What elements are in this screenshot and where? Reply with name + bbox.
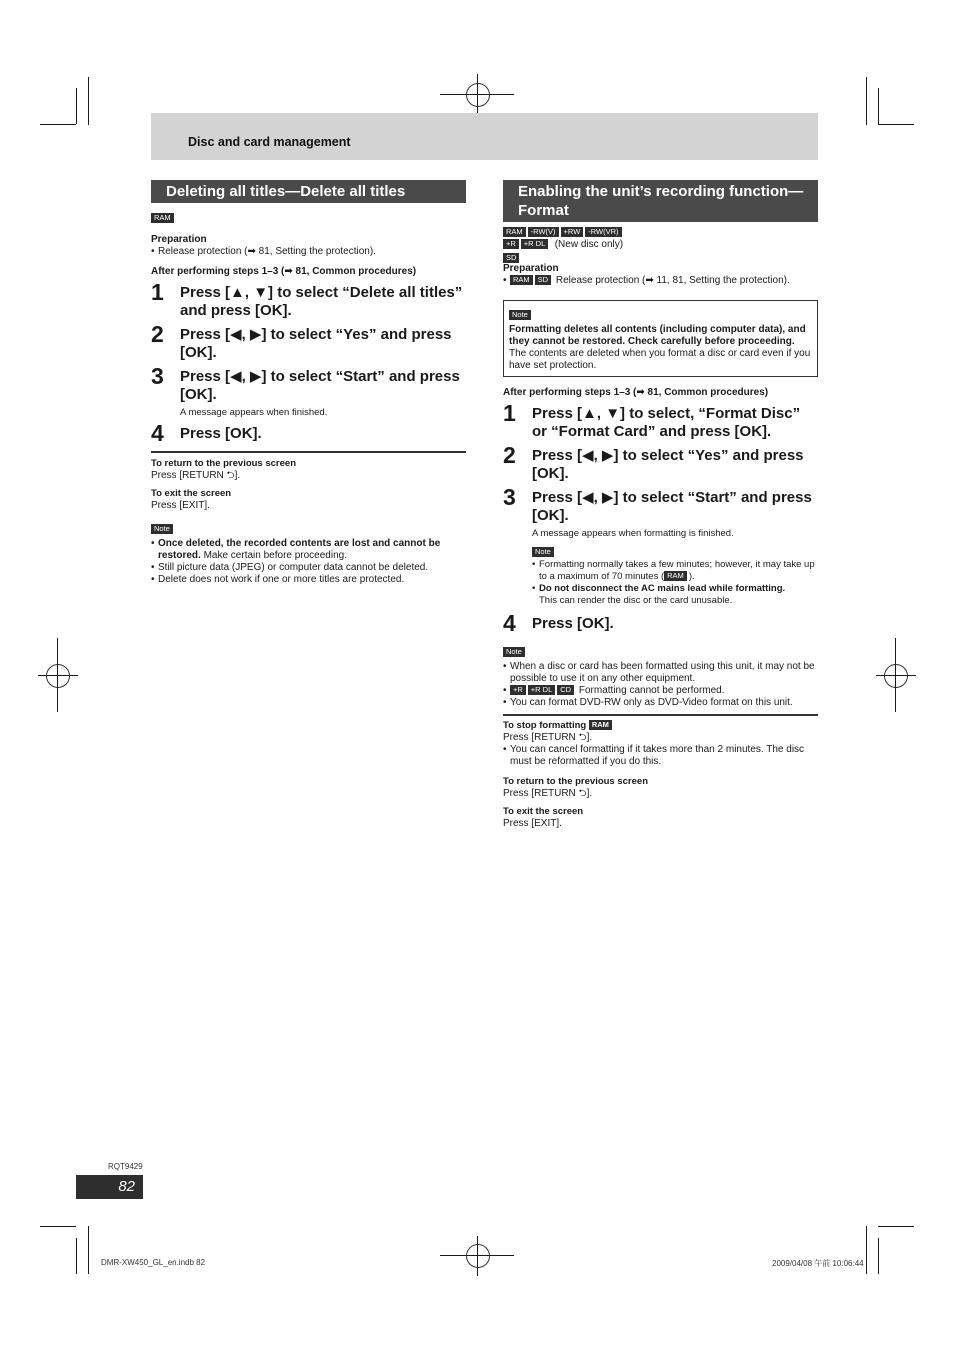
crop-mark xyxy=(40,1226,76,1227)
step-subtext: A message appears when finished. xyxy=(180,407,328,418)
step-subtext: A message appears when formatting is finished. xyxy=(532,528,734,539)
crop-mark xyxy=(76,88,77,124)
preparation-label: Preparation xyxy=(151,234,207,245)
media-tag: RAM xyxy=(664,571,687,581)
step-number: 4 xyxy=(151,420,164,446)
step-2 xyxy=(503,442,818,483)
step-number: 1 xyxy=(151,279,164,305)
step-text: Press [OK]. xyxy=(532,615,614,632)
note-item xyxy=(151,562,466,574)
divider xyxy=(151,451,466,453)
preparation-text: Release protection (➡ 11, 81, Setting the protection). xyxy=(555,275,790,286)
step-text: Press [▲, ▼] to select, “Format Disc” or “Format Card” and press [OK]. xyxy=(532,405,801,440)
crop-mark xyxy=(878,1238,879,1274)
crop-mark xyxy=(88,77,89,125)
step-text: Press [◀, ▶] to select “Start” and press [OK]. xyxy=(532,489,812,524)
note-text: Delete does not work if one or more titles are protected. xyxy=(158,574,405,585)
format-section xyxy=(503,180,818,830)
crop-mark xyxy=(878,1226,914,1227)
footer-filename: DMR-XW450_GL_en.indb 82 xyxy=(101,1258,206,1267)
registration-mark xyxy=(466,83,490,107)
media-tag: +RW xyxy=(561,227,584,237)
note-bold: Once deleted, the recorded contents are lost and cannot be restored. xyxy=(158,538,441,561)
delete-all-titles-section xyxy=(151,180,466,586)
return-label: To return to the previous screen xyxy=(503,776,648,787)
step-number: 1 xyxy=(503,400,516,426)
registration-mark xyxy=(466,1244,490,1268)
media-tag: RAM xyxy=(510,275,533,285)
divider xyxy=(503,714,818,716)
step-4 xyxy=(151,420,466,446)
step-2 xyxy=(151,321,466,362)
crop-mark xyxy=(866,1226,867,1274)
note-tag: Note xyxy=(532,547,554,557)
registration-line xyxy=(477,1236,478,1276)
media-tag: SD xyxy=(535,275,551,285)
exit-label: To exit the screen xyxy=(503,806,584,817)
note-tag: Note xyxy=(509,310,531,320)
exit-label: To exit the screen xyxy=(151,488,232,499)
section-title: Deleting all titles—Delete all titles xyxy=(151,180,466,203)
stop-formatting-label xyxy=(503,720,818,732)
step-note-text: This can render the disc or the card unusable. xyxy=(539,595,733,606)
step-text: Press [◀, ▶] to select “Start” and press [OK]. xyxy=(180,368,460,403)
step-text: Press [◀, ▶] to select “Yes” and press [OK]. xyxy=(180,326,452,361)
footer-timestamp: 2009/04/08 午前 10:06:44 xyxy=(772,1259,864,1268)
return-text: Press [RETURN ⮌]. xyxy=(151,470,241,481)
step-text: Press [OK]. xyxy=(180,425,262,442)
preparation-item: • Release protection (➡ 81, Setting the protection). xyxy=(151,246,466,258)
section-heading: Disc and card management xyxy=(188,135,351,149)
media-tag: SD xyxy=(503,253,519,263)
warning-box xyxy=(503,300,818,377)
step-text: Press [◀, ▶] to select “Yes” and press [OK]. xyxy=(532,447,804,482)
crop-mark xyxy=(76,1238,77,1274)
media-tag: CD xyxy=(557,685,574,695)
media-tag: +R xyxy=(510,685,526,695)
media-tag: +R xyxy=(503,239,519,249)
crop-mark xyxy=(878,88,879,124)
page-number-box xyxy=(76,1175,143,1199)
step-number: 3 xyxy=(151,363,164,389)
step-1 xyxy=(151,279,466,320)
new-disc-note: (New disc only) xyxy=(554,239,624,250)
note-item xyxy=(151,574,466,586)
exit-text: Press [EXIT]. xyxy=(503,818,562,829)
step-number: 2 xyxy=(151,321,164,347)
media-tag: RAM xyxy=(151,213,174,223)
step-number: 3 xyxy=(503,484,516,510)
step-note-item xyxy=(532,559,818,583)
document-code: RQT9429 xyxy=(108,1162,143,1171)
step-3 xyxy=(151,363,466,419)
section-title: Enabling the unit’s recording function—Format xyxy=(503,180,818,222)
crop-mark xyxy=(88,1226,89,1274)
return-text: Press [RETURN ⮌]. xyxy=(503,788,593,799)
crop-mark xyxy=(40,124,76,125)
step-4 xyxy=(503,610,818,636)
media-tag: -RW(VR) xyxy=(585,227,621,237)
stop-text: Press [RETURN ⮌]. xyxy=(503,732,593,743)
registration-line xyxy=(876,675,916,676)
registration-mark xyxy=(884,664,908,688)
note-text: Still picture data (JPEG) or computer data cannot be deleted. xyxy=(158,562,429,573)
step-number: 2 xyxy=(503,442,516,468)
step-note-item xyxy=(532,583,818,595)
warning-bold: Formatting deletes all contents (including computer data), and they cannot be restored. Check carefully before proceeding. xyxy=(509,324,806,347)
preparation-item xyxy=(503,275,818,287)
note-item: • When a disc or card has been formatted using this unit, it may not be possible to use it on any other equipment. xyxy=(503,661,818,685)
note-item xyxy=(151,538,466,562)
registration-line xyxy=(57,638,58,712)
note-item xyxy=(503,685,818,697)
after-steps-note: After performing steps 1–3 (➡ 81, Common procedures) xyxy=(503,387,769,398)
step-note-bold: Do not disconnect the AC mains lead while formatting. xyxy=(539,583,786,594)
step-1 xyxy=(503,400,818,441)
step-number: 4 xyxy=(503,610,516,636)
page-number: 82 xyxy=(118,1178,135,1195)
warning-rest: The contents are deleted when you format a disc or card even if you have set protection. xyxy=(509,348,811,371)
warning-text xyxy=(509,324,812,372)
registration-line xyxy=(477,74,478,114)
crop-mark xyxy=(866,77,867,125)
after-steps-note: After performing steps 1–3 (➡ 81, Common procedures) xyxy=(151,266,417,277)
registration-line xyxy=(38,675,78,676)
media-tag: -RW(V) xyxy=(528,227,559,237)
note-item: • You can format DVD-RW only as DVD-Video format on this unit. xyxy=(503,697,818,709)
registration-mark xyxy=(46,664,70,688)
return-label: To return to the previous screen xyxy=(151,458,296,469)
note-tag: Note xyxy=(503,647,525,657)
registration-line xyxy=(895,638,896,712)
step-3 xyxy=(503,484,818,607)
crop-mark xyxy=(878,124,914,125)
preparation-label: Preparation xyxy=(503,263,559,274)
media-tag: RAM xyxy=(589,720,612,730)
exit-text: Press [EXIT]. xyxy=(151,500,210,511)
stop-label: To stop formatting xyxy=(503,720,587,731)
media-tag: +R DL xyxy=(521,239,548,249)
note-text: Formatting cannot be performed. xyxy=(578,685,725,696)
media-tag: RAM xyxy=(503,227,526,237)
stop-bullet: • You can cancel formatting if it takes more than 2 minutes. The disc must be reformatted if you do this. xyxy=(503,744,818,768)
step-note-text: ). xyxy=(688,571,695,582)
note-text: Make certain before proceeding. xyxy=(200,550,347,561)
step-note-text: Formatting normally takes a few minutes; however, it may take up to a maximum of 70 minutes ( xyxy=(539,559,815,582)
note-tag: Note xyxy=(151,524,173,534)
step-text: Press [▲, ▼] to select “Delete all titles” and press [OK]. xyxy=(180,284,463,319)
media-tag: +R DL xyxy=(528,685,555,695)
